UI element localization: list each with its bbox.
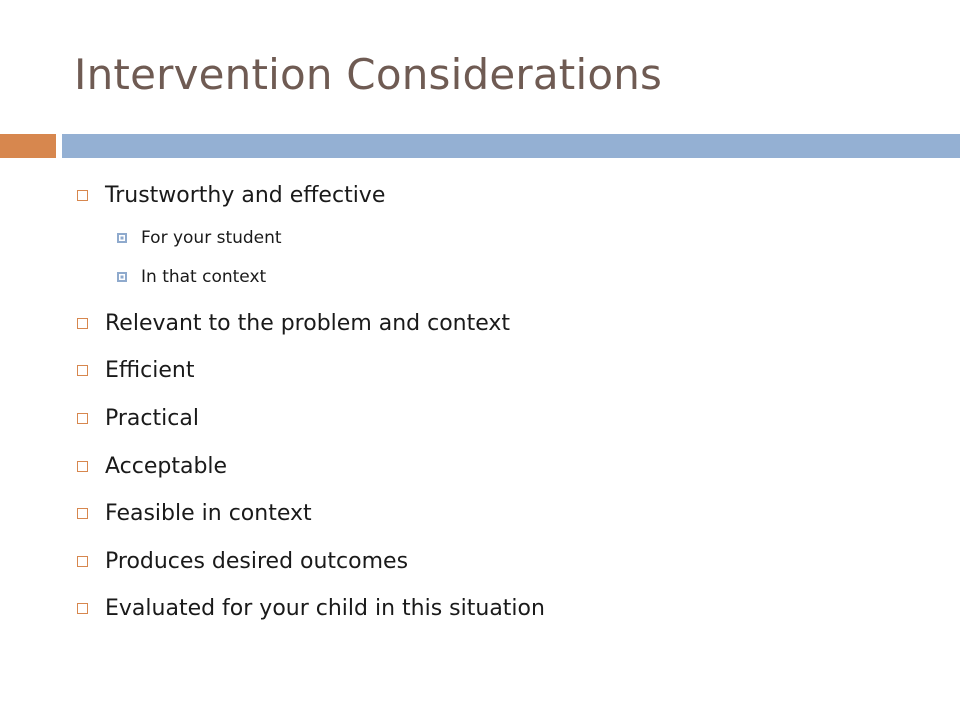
bullet-text: Evaluated for your child in this situation xyxy=(105,595,545,621)
sub-bullet-text: For your student xyxy=(141,228,282,248)
slide-title: Intervention Considerations xyxy=(74,50,663,99)
square-bullet-icon xyxy=(77,461,88,472)
filled-square-bullet-icon xyxy=(117,272,127,282)
sub-bullet-item xyxy=(117,226,282,250)
bullet-item xyxy=(77,546,408,576)
bullet-item xyxy=(77,308,510,338)
square-bullet-icon xyxy=(77,413,88,424)
bullet-item xyxy=(77,498,312,528)
sub-bullet-text: In that context xyxy=(141,267,267,287)
square-bullet-icon xyxy=(77,556,88,567)
square-bullet-icon xyxy=(77,190,88,201)
bullet-text: Practical xyxy=(105,405,199,431)
bullet-item xyxy=(77,451,227,481)
square-bullet-icon xyxy=(77,603,88,614)
bullet-item xyxy=(77,355,194,385)
bullet-item xyxy=(77,593,545,623)
bullet-text: Acceptable xyxy=(105,453,228,479)
square-bullet-icon xyxy=(77,318,88,329)
bullet-text: Feasible in context xyxy=(105,500,312,526)
bullet-item xyxy=(77,403,199,433)
bullet-text: Trustworthy and effective xyxy=(105,182,386,208)
filled-square-bullet-icon xyxy=(117,233,127,243)
bullet-text: Produces desired outcomes xyxy=(105,548,409,574)
square-bullet-icon xyxy=(77,508,88,519)
bullet-item xyxy=(77,180,385,210)
bullet-text: Relevant to the problem and context xyxy=(105,310,511,336)
square-bullet-icon xyxy=(77,365,88,376)
sub-bullet-item xyxy=(117,265,266,289)
bullet-text: Efficient xyxy=(105,357,195,383)
